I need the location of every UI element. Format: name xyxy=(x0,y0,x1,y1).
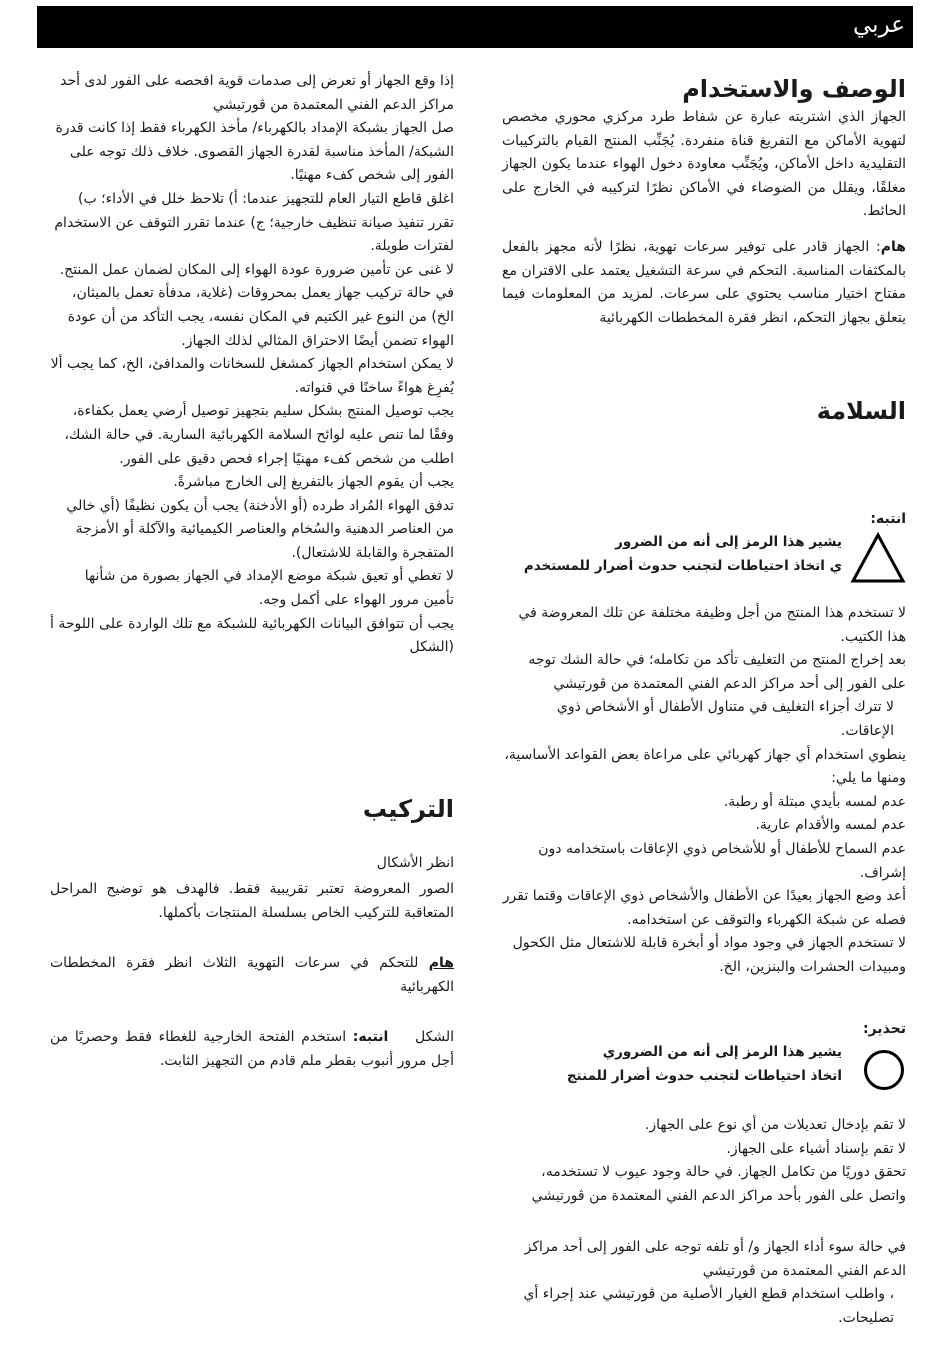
warning-item: تحقق دوريًا من تكامل الجهاز. في حالة وجود عيوب لا تستخدمه، واتصل على الفور بأحد مراكز الدعم الفني المعتمدة من ڤورتيشي xyxy=(531,1164,906,1204)
safety-item: يجب أن يقوم الجهاز بالتفريغ إلى الخارج مباشرةً. xyxy=(173,474,454,491)
warning-item: لا تقم بإدخال تعديلات من أي نوع على الجهاز. xyxy=(644,1117,906,1133)
safety-item: لا يمكن استخدام الجهاز كمشغل للسخانات والمدافئ، الخ، كما يجب ألا يُفرِغ هواءً ساخنًا في قنواته. xyxy=(50,356,454,396)
safety-item: يجب أن تتوافق البيانات الكهربائية للشبكة مع تلك الواردة على اللوحة أ (الشكل xyxy=(50,615,454,656)
installation-heading: التركيب xyxy=(362,795,454,823)
safety-item: صل الجهاز بشبكة الإمداد بالكهرباء/ مأخذ الكهرباء فقط إذا كانت قدرة الشبكة/ المأخذ مناسبة لقدرة الجهاز القصوى. خلاف ذلك توجه على الفور إلى شخص كفء مهنيًا. xyxy=(55,120,454,184)
final-item: في حالة سوء أداء الجهاز و/ أو تلفه توجه على الفور إلى أحد مراكز الدعم الفني المعتمدة من ڤورتيشي xyxy=(524,1239,906,1279)
caution-item: لا تستخدم هذا المنتج من أجل وظيفة مختلفة عن تلك المعروضة في هذا الكتيب. xyxy=(518,605,906,645)
installation-important xyxy=(50,952,454,999)
language-label: عربي xyxy=(853,12,905,38)
safety-heading: السلامة xyxy=(816,397,906,425)
caution-line-2: ي اتخاذ احتياطات لتجنب حدوث أضرار للمستخدم xyxy=(523,558,842,574)
right-column xyxy=(502,70,906,1340)
caution-item: بعد إخراج المنتج من التغليف تأكد من تكامله؛ في حالة الشك توجه على الفور إلى أحد مراكز الدعم الفني المعتمدة من ڤورتيشي xyxy=(528,652,906,692)
caution-item: لا تترك أجزاء التغليف في متناول الأطفال أو الأشخاص ذوي الإعاقات. xyxy=(556,699,894,739)
safety-item: تدفق الهواء المُراد طرده (أو الأدخنة) يجب أن يكون نظيفًا (أي خالي من العناصر الدهنية والسُخام والعناصر الكيميائية والآكلة أو الأمزجة المتفجرة والقابلة للاشتعال). xyxy=(66,497,454,561)
important-text: للتحكم في سرعات التهوية الثلاث انظر فقرة المخططات الكهربائية xyxy=(50,955,454,995)
caution-block xyxy=(502,508,906,588)
final-item: ، واطلب استخدام قطع الغيار الأصلية من ڤورتيشي عند إجراء أي تصليحات. xyxy=(523,1286,894,1326)
left-column xyxy=(50,70,454,1340)
header-bar xyxy=(37,6,913,48)
safety-continued-list xyxy=(50,70,454,660)
safety-item: اغلق قاطع التيار العام للتجهيز عندما: أ) تلاحظ خلل في الأداء؛ ب) تقرر تنفيذ صيانة تنظيف خارجية؛ ج) عندما تقرر التوقف عن الاستخدام لفترات طويلة. xyxy=(54,190,454,255)
safety-item: لا تغطي أو تعيق شبكة موضع الإمداد في الجهاز بصورة من شأنها تأمين مرور الهواء على أكمل وجه. xyxy=(84,568,454,609)
description-important xyxy=(502,236,906,330)
description-paragraph: الجهاز الذي اشتريته عبارة عن شفاط طرد مركزي محوري مخصص لتهوية الأماكن مع التفريغ قناة منفردة. يُجَنِّب المنتج القيام بالتركيبات التقليدية داخل الأماكن، ويُجَنِّب معاودة دخول الهواء عندما يكون الجهاز مغلقًا، ويقلل من الضوضاء في الأماكن نظرًا لتركيبه في الخارج على الحائط. xyxy=(502,109,906,220)
note-text: استخدم الفتحة الخارجية للغطاء فقط وحصريًا من أجل مرور أنبوب بقطر ملم قادم من التجهيز الثابت. xyxy=(50,1029,454,1069)
caution-item: أعد وضع الجهاز بعيدًا عن الأطفال والأشخاص ذوي الإعاقات وقتما تقرر فصله عن شبكة الكهرباء والتوقف عن استخدامه. xyxy=(502,888,906,928)
safety-item: إذا وقع الجهاز أو تعرض إلى صدمات قوية افحصه على الفور لدى أحد مراكز الدعم الفني المعتمدة من ڤورتيشي xyxy=(60,73,454,113)
warning-line-2: اتخاذ احتياطات لتجنب حدوث أضرار للمنتج xyxy=(566,1068,842,1084)
caution-item: عدم السماح للأطفال أو للأشخاص ذوي الإعاقات باستخدامه دون إشراف. xyxy=(538,840,906,881)
warning-list xyxy=(502,1114,906,1208)
warning-block xyxy=(502,1018,906,1098)
caution-item: عدم لمسه والأقدام عارية. xyxy=(755,817,906,834)
final-list xyxy=(502,1236,906,1330)
warning-circle-icon xyxy=(864,1050,904,1090)
installation-paragraph: الصور المعروضة تعتبر تقريبية فقط. فالهدف هو توضيح المراحل المتعاقبة للتركيب الخاص بسلسلة المنتجات بأكملها. xyxy=(50,881,454,921)
caution-item: عدم لمسه بأيدي مبتلة أو رطبة. xyxy=(723,793,906,810)
safety-item: يجب توصيل المنتج بشكل سليم بتجهيز توصيل أرضي يعمل بكفاءة، وفقًا لما تنص عليه لوائح السلامة الكهربائية السارية. في حالة الشك، xyxy=(64,403,454,443)
warning-label: تحذير: xyxy=(863,1021,906,1037)
caution-label: انتبه: xyxy=(870,511,906,527)
important-label: هام xyxy=(428,955,454,971)
see-figures: انظر الأشكال xyxy=(376,855,454,871)
caution-item: ينطوي استخدام أي جهاز كهربائي على مراعاة بعض القواعد الأساسية، ومنها ما يلي: xyxy=(504,746,906,787)
warning-item: لا تقم بإسناد أشياء على الجهاز. xyxy=(726,1140,906,1157)
warning-line-1: يشير هذا الرمز إلى أنه من الضروري xyxy=(602,1044,842,1060)
caution-list xyxy=(502,602,906,980)
figure-ref: الشكل xyxy=(415,1029,454,1045)
description-heading: الوصف والاستخدام xyxy=(682,75,906,103)
important-text: : الجهاز قادر على توفير سرعات تهوية، نظرًا لأنه مجهز بالفعل بالمكثفات المناسبة. التحكم في سرعة التشغيل يعتمد على الاقتران مع مفتاح اختيار مناسب يحتوي على سرعات. لمزيد من المعلومات فيما يتعلق بجهاز التحكم، انظر فقرة المخططات الكهربائية xyxy=(502,239,906,326)
safety-item: لا غنى عن تأمين ضرورة عودة الهواء إلى المكان لضمان عمل المنتج. في حالة تركيب جهاز يعمل بمحروقات (غلاية، مدفأة تعمل بالميثان، الخ) من النوع غير الكتيم في المكان نفسه، يجب التأكد من أن عودة الهواء تضمن أيضًا الاحتراق المثالي لذلك الجهاز. xyxy=(59,261,454,349)
warning-triangle-icon xyxy=(850,532,906,584)
important-label: هام xyxy=(880,239,906,255)
caution-line-1: يشير هذا الرمز إلى أنه من الضرور xyxy=(615,534,842,550)
caution-item: لا تستخدم الجهاز في وجود مواد أو أبخرة قابلة للاشتعال مثل الكحول ومبيدات الحشرات والبنزين، الخ. xyxy=(512,935,906,975)
installation-note xyxy=(50,1026,454,1073)
safety-item: اطلب من شخص كفء مهنيًا إجراء فحص دقيق على الفور. xyxy=(119,450,454,467)
note-label: انتبه: xyxy=(352,1029,389,1045)
